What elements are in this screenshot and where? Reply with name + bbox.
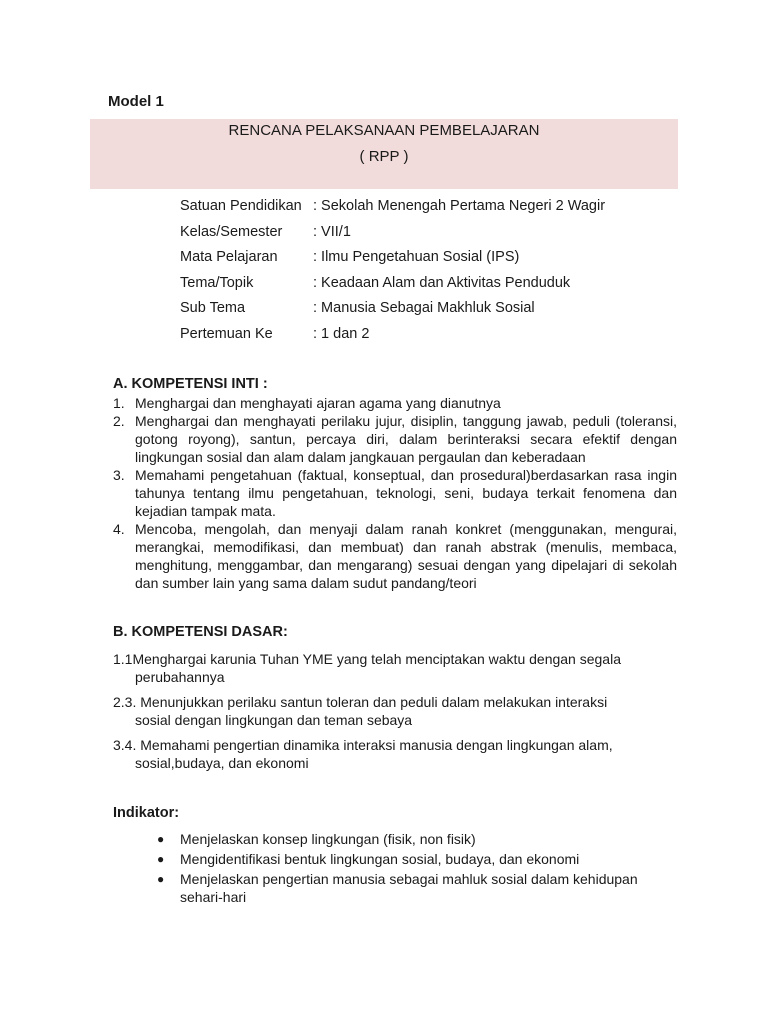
info-value: : 1 dan 2 xyxy=(313,325,370,342)
list-item xyxy=(113,394,677,412)
info-value: : Sekolah Menengah Pertama Negeri 2 Wagir xyxy=(313,198,606,214)
list-text: Mencoba, mengolah, dan menyaji dalam ranah konkret (menggunakan, mengurai, merangkai, memodifikasi, dan membuat) dan ranah abstrak (menulis, membaca, menghitung, menggambar, dan mengarang) sesuai dengan yang dipelajari di sekolah dan sumber lain yang sama dalam sudut pandang/teori xyxy=(135,521,677,591)
kompetensi-dasar-heading: B. KOMPETENSI DASAR: xyxy=(113,624,288,640)
list-text: Menghargai karunia Tuhan YME yang telah menciptakan waktu dengan segala xyxy=(132,651,621,667)
info-value: : Manusia Sebagai Makhluk Sosial xyxy=(313,300,535,316)
document-subtitle: ( RPP ) xyxy=(359,148,409,165)
info-label: Pertemuan Ke xyxy=(180,325,273,342)
list-text: Memahami pengertian dinamika interaksi manusia dengan lingkungan alam, xyxy=(136,737,613,753)
kompetensi-inti-list xyxy=(113,394,677,592)
bullet-text: Menjelaskan konsep lingkungan (fisik, non fisik) xyxy=(180,831,476,847)
list-item xyxy=(113,650,677,686)
list-text-continued: perubahannya xyxy=(135,669,225,685)
bullet-item xyxy=(157,830,677,848)
info-value: : VII/1 xyxy=(313,223,351,240)
info-row xyxy=(180,325,605,351)
list-number: 1.1 xyxy=(113,651,133,667)
bullet-item xyxy=(157,870,677,906)
list-number: 3.4. xyxy=(113,737,137,753)
bullet-icon: ● xyxy=(157,872,165,886)
bullet-item xyxy=(157,850,677,868)
info-row xyxy=(180,223,605,249)
list-item xyxy=(113,466,677,520)
list-number: 2.3. xyxy=(113,694,137,710)
kompetensi-dasar-list xyxy=(113,650,677,779)
title-banner xyxy=(90,119,678,189)
indikator-list xyxy=(157,830,677,908)
list-text: Memahami pengetahuan (faktual, konseptual, dan prosedural)berdasarkan rasa ingin tahunya tentang ilmu pengetahuan, teknologi, seni, budaya terkait fenomena dan kejadian tampak mata. xyxy=(135,467,677,519)
list-item xyxy=(113,736,677,772)
list-number: 1. xyxy=(113,395,125,411)
bullet-text: Menjelaskan pengertian manusia sebagai mahluk sosial dalam kehidupan sehari-hari xyxy=(180,871,638,905)
list-item xyxy=(113,412,677,466)
bullet-text: Mengidentifikasi bentuk lingkungan sosial, budaya, dan ekonomi xyxy=(180,851,580,867)
list-number: 4. xyxy=(113,521,125,537)
info-label: Sub Tema xyxy=(180,300,246,316)
info-label: Kelas/Semester xyxy=(180,223,283,240)
list-text: Menghargai dan menghayati perilaku jujur, disiplin, tanggung jawab, peduli (toleransi, gotong royong), santun, percaya diri, dalam berinteraksi secara efektif dengan lingkungan sosial dan alam dalam jangkauan pergaulan dan keberadaan xyxy=(135,413,677,465)
list-text: Menghargai dan menghayati ajaran agama yang dianutnya xyxy=(135,395,501,411)
info-row xyxy=(180,248,605,274)
list-text: Menunjukkan perilaku santun toleran dan peduli dalam melakukan interaksi xyxy=(136,694,608,710)
list-number: 3. xyxy=(113,467,125,483)
info-label: Tema/Topik xyxy=(180,274,254,291)
bullet-icon: ● xyxy=(157,832,165,846)
info-row xyxy=(180,299,605,325)
identity-table xyxy=(180,197,605,350)
info-row xyxy=(180,197,605,223)
info-row xyxy=(180,274,605,300)
model-label: Model 1 xyxy=(108,93,164,110)
list-text-continued: sosial,budaya, dan ekonomi xyxy=(135,755,309,771)
list-item xyxy=(113,693,677,729)
info-label: Satuan Pendidikan xyxy=(180,198,302,214)
list-number: 2. xyxy=(113,413,125,429)
list-text-continued: sosial dengan lingkungan dan teman sebaya xyxy=(135,712,413,728)
kompetensi-inti-heading: A. KOMPETENSI INTI : xyxy=(113,376,268,392)
list-item xyxy=(113,520,677,592)
bullet-icon: ● xyxy=(157,852,165,866)
info-value: : Ilmu Pengetahuan Sosial (IPS) xyxy=(313,249,520,265)
info-value: : Keadaan Alam dan Aktivitas Penduduk xyxy=(313,274,571,291)
info-label: Mata Pelajaran xyxy=(180,249,278,265)
indikator-heading: Indikator: xyxy=(113,805,180,821)
document-title: RENCANA PELAKSANAAN PEMBELAJARAN xyxy=(228,122,540,139)
